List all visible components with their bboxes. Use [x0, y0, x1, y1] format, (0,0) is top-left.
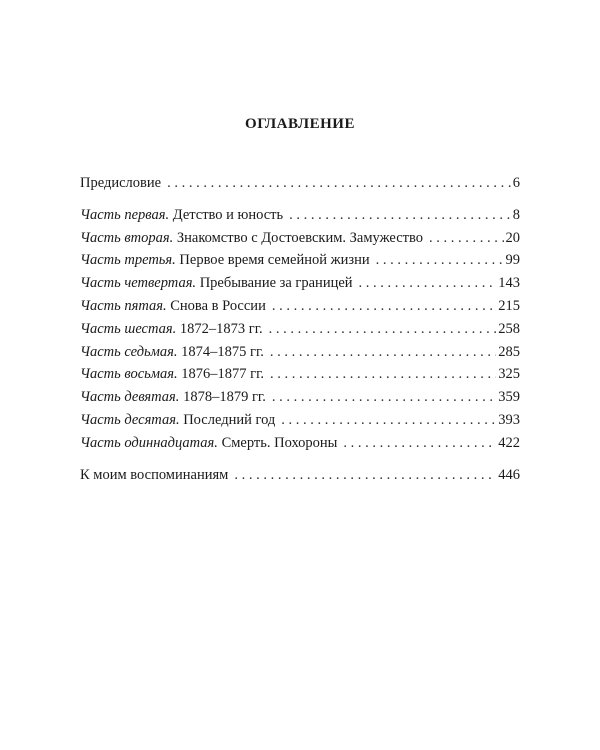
toc-part-name: Часть десятая. [80, 411, 180, 428]
toc-entry-label: Пребывание за границей [199, 275, 353, 292]
toc-part-name: Часть четвертая. [80, 275, 197, 292]
toc-entry-label: Первое время семейной жизни [179, 252, 370, 269]
toc-entry [80, 295, 520, 318]
toc-entry-label: 1872–1873 гг. [179, 320, 263, 337]
toc-part-name: Часть одиннадцатая. [80, 434, 218, 451]
toc-part-name: Часть вторая. [80, 229, 174, 246]
toc-entry-label: Снова в России [170, 297, 266, 314]
toc-part-name: Часть пятая. [80, 297, 167, 314]
page-title: ОГЛАВЛЕНИЕ [245, 116, 355, 132]
toc-page-number: 6 [512, 175, 520, 191]
toc-page-number: 393 [498, 411, 520, 428]
dot-leader [343, 432, 496, 455]
dot-leader [289, 204, 511, 227]
dot-leader [272, 386, 496, 409]
toc-entry [80, 386, 520, 409]
toc-entry [80, 318, 520, 341]
toc-entry-label: К моим воспоминаниям [80, 466, 229, 483]
toc-page-number: 143 [498, 275, 520, 292]
toc-part-name: Часть третья. [80, 252, 176, 269]
dot-leader [272, 295, 496, 318]
dot-leader [359, 272, 497, 295]
toc-page-number: 325 [498, 366, 520, 383]
toc-page-number: 446 [498, 466, 520, 483]
toc-page-number: 8 [512, 206, 520, 223]
toc-entry [80, 249, 520, 272]
toc-part-name: Часть первая. [80, 206, 170, 223]
toc-entry [80, 363, 520, 386]
dot-leader [281, 409, 496, 432]
toc-page-number: 99 [505, 252, 520, 269]
toc-entry-label: 1876–1877 гг. [181, 366, 265, 383]
toc-page-number: 422 [498, 434, 520, 451]
toc-page-number: 258 [498, 320, 520, 337]
toc-part-name: Часть седьмая. [80, 343, 178, 360]
dot-leader [429, 227, 504, 250]
table-of-contents [80, 172, 520, 486]
toc-entry [80, 341, 520, 364]
toc-entry-label: Смерть. Похороны [221, 434, 338, 451]
toc-entry-label: Знакомство с Достоевским. Замужество [176, 229, 423, 246]
dot-leader [270, 363, 496, 386]
toc-entry [80, 409, 520, 432]
dot-leader [234, 464, 496, 487]
toc-entry-preface [80, 172, 520, 195]
toc-page-number: 359 [498, 389, 520, 406]
toc-entry [80, 227, 520, 250]
toc-page-number: 215 [498, 297, 520, 314]
toc-entry-label: 1874–1875 гг. [181, 343, 264, 360]
dot-leader [270, 341, 496, 364]
toc-page-number: 20 [505, 229, 520, 246]
toc-entry [80, 432, 520, 455]
toc-entry [80, 272, 520, 295]
dot-leader [376, 249, 504, 272]
toc-part-name: Часть девятая. [80, 389, 180, 406]
dot-leader [167, 172, 511, 195]
toc-entry-label: Предисловие [80, 175, 162, 191]
dot-leader [269, 318, 497, 341]
toc-part-name: Часть шестая. [80, 320, 177, 337]
toc-part-name: Часть восьмая. [80, 366, 178, 383]
toc-entry-label: 1878–1879 гг. [183, 389, 266, 406]
toc-page-number: 285 [498, 343, 520, 360]
toc-entry-label: Последний год [183, 411, 276, 428]
toc-entry-afterword [80, 464, 520, 487]
toc-entry-label: Детство и юность [172, 206, 284, 223]
toc-entry [80, 204, 520, 227]
